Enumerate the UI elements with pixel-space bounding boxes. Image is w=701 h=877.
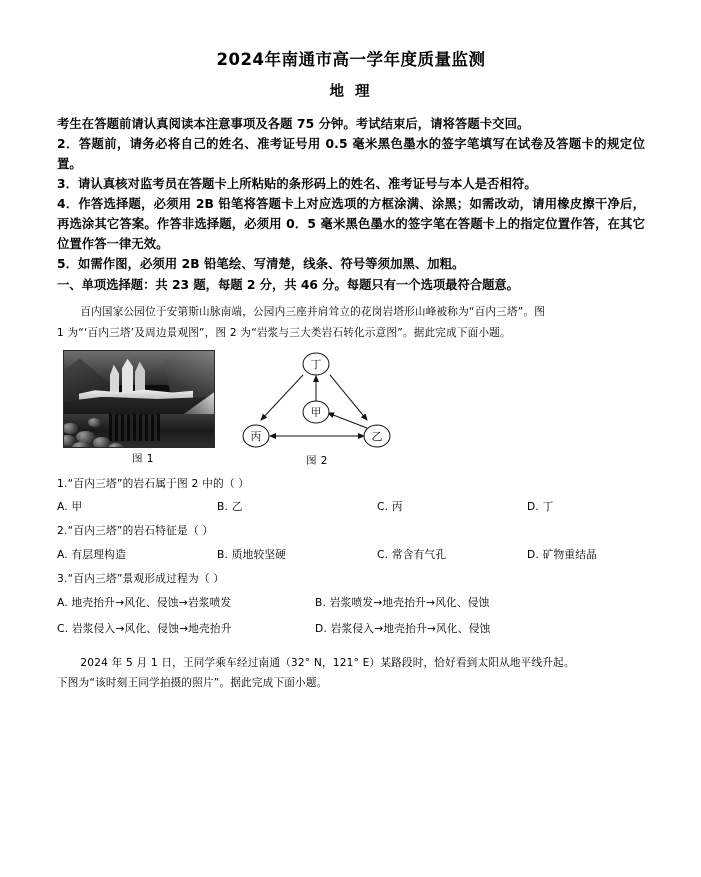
question-1-stem: 1.“百内三塔”的岩石属于图 2 中的（ ） <box>57 476 250 490</box>
passage-two <box>57 653 645 694</box>
notice-line-3: 3．请认真核对监考员在答题卡上所粘贴的条形码上的姓名、准考证号与本人是否相符。 <box>57 176 537 191</box>
question-3-options-row-2 <box>57 621 645 637</box>
notice-line-2: 2．答题前，请务必将自己的姓名、准考证号用 0.5 毫米黑色墨水的签字笔填写在试卷及答题卡的规定位置。 <box>57 137 645 171</box>
figure-1-caption: 图 1 <box>132 452 154 465</box>
question-1-option-d[interactable]: D. 丁 <box>527 500 554 514</box>
rock-cycle-diagram <box>227 350 405 450</box>
question-3-options-row-1 <box>57 595 645 611</box>
question-3-option-b[interactable]: B. 岩浆喷发→地壳抬升→风化、侵蚀 <box>315 595 490 609</box>
figure-2-caption: 图 2 <box>306 454 328 467</box>
passage-one-line-2: 1 为“‘百内三塔’及周边景观图”，图 2 为“岩浆与三大类岩石转化示意图”。据此完成下面小题。 <box>57 327 511 339</box>
question-3-stem: 3.“百内三塔”景观形成过程为（ ） <box>57 572 225 586</box>
notice-line-1: 考生在答题前请认真阅读本注意事项及各题 75 分钟。考试结束后，请将答题卡交回。 <box>57 117 530 132</box>
passage-one-line-1: 百内国家公园位于安第斯山脉南端，公园内三座并肩耸立的花岗岩塔形山峰被称为“百内三塔”。图 <box>80 306 546 319</box>
question-1-option-a[interactable]: A. 甲 <box>57 500 83 514</box>
diagram-node-center: 甲 <box>310 405 322 419</box>
figures-row <box>57 350 645 468</box>
questions-block <box>57 476 645 637</box>
page-content <box>57 0 645 694</box>
passage-one <box>57 302 645 343</box>
photo-rocks <box>63 413 134 448</box>
diagram-node-bottom-left: 丙 <box>250 429 262 443</box>
notice-line-5: 5．如需作图，必须用 2B 铅笔绘、写清楚，线条、符号等须加黑、加粗。 <box>57 256 465 271</box>
question-2-option-d[interactable]: D. 矿物重结晶 <box>527 548 598 562</box>
section-heading: 一、单项选择题：共 23 题，每题 2 分，共 46 分。每题只有一个选项最符合题意。 <box>57 278 519 293</box>
figure-1 <box>63 350 223 465</box>
question-2-stem: 2.“百内三塔”的岩石特征是（ ） <box>57 524 214 538</box>
question-2-options <box>57 550 645 563</box>
question-3-option-c[interactable]: C. 岩浆侵入→风化、侵蚀→地壳抬升 <box>57 621 232 635</box>
passage-two-line-2: 下图为“该时刻王同学拍摄的照片”。据此完成下面小题。 <box>57 677 328 690</box>
landscape-photo <box>63 350 215 448</box>
question-1-options <box>57 502 645 515</box>
subject-title: 地 理 <box>329 83 373 100</box>
question-2-option-c[interactable]: C. 常含有气孔 <box>377 548 447 562</box>
question-1-option-b[interactable]: B. 乙 <box>217 500 243 514</box>
question-3-option-a[interactable]: A. 地壳抬升→风化、侵蚀→岩浆喷发 <box>57 595 232 609</box>
figure-2 <box>227 350 407 467</box>
question-3-option-d[interactable]: D. 岩浆侵入→地壳抬升→风化、侵蚀 <box>315 621 491 635</box>
diagram-node-top: 丁 <box>310 357 322 371</box>
notice-block <box>57 115 645 274</box>
notice-line-4: 4．作答选择题，必须用 2B 铅笔将答题卡上对应选项的方框涂满、涂黑；如需改动，请用橡皮擦干净后，再选涂其它答案。作答非选择题，必须用 0．5 毫米黑色墨水的签字笔在答题卡上的指定位置作答，在其它位置作答一律无效。 <box>57 196 645 251</box>
question-2-option-b[interactable]: B. 质地较坚硬 <box>217 548 287 562</box>
question-1-option-c[interactable]: C. 丙 <box>377 500 403 514</box>
passage-two-line-1: 2024 年 5 月 1 日，王同学乘车经过南通（32° N，121° E）某路段时，恰好看到太阳从地平线升起。 <box>80 656 575 669</box>
question-2-option-a[interactable]: A. 有层理构造 <box>57 548 126 562</box>
page-title: 2024年南通市高一学年度质量监测 <box>216 50 486 69</box>
diagram-node-bottom-right: 乙 <box>371 429 383 443</box>
